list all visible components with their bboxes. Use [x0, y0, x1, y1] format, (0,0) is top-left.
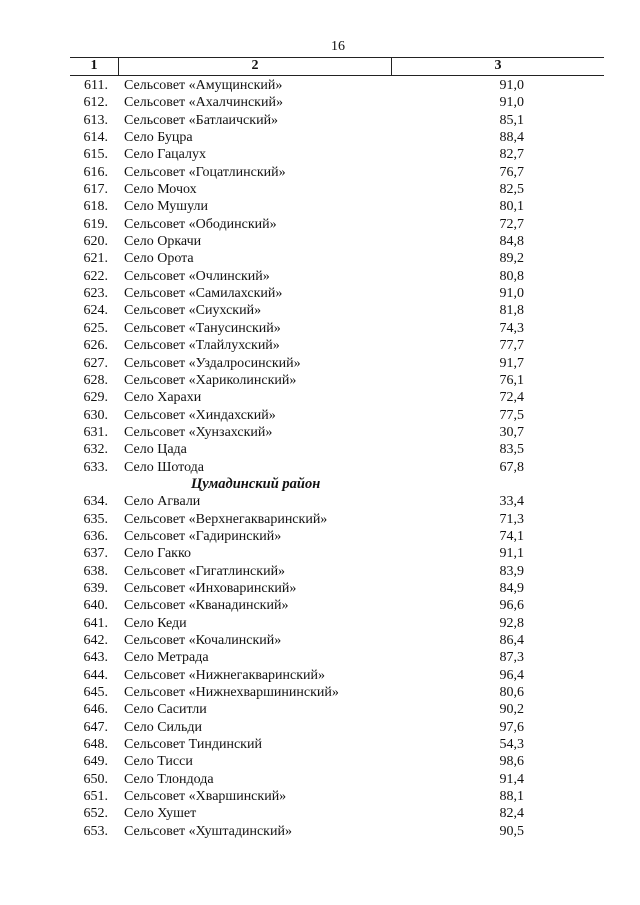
- table-row: [70, 823, 604, 840]
- column-header-3: 3: [494, 58, 502, 73]
- row-value: 85,1: [499, 112, 524, 128]
- section-title: Цумадинский район: [191, 475, 321, 492]
- column-header-2: 2: [119, 58, 392, 75]
- row-value: 74,3: [499, 320, 524, 336]
- table-row: [70, 94, 604, 111]
- row-number: 634.: [83, 494, 108, 510]
- row-number: 633.: [83, 459, 108, 475]
- table-row: [70, 597, 604, 614]
- row-name: Село Метрада: [124, 650, 209, 666]
- row-value: 86,4: [499, 633, 524, 648]
- row-value: 87,3: [499, 650, 524, 666]
- table-row: [70, 424, 604, 441]
- row-name: Сельсовет «Уздалросинский»: [124, 355, 301, 371]
- row-number: 626.: [83, 338, 108, 354]
- row-value: 82,7: [499, 147, 524, 163]
- table-row: [70, 459, 604, 476]
- row-number: 625.: [83, 320, 108, 336]
- row-number: 627.: [83, 355, 108, 371]
- row-name: Сельсовет «Гадиринский»: [124, 528, 282, 544]
- row-value: 33,4: [499, 494, 524, 510]
- table-row: [70, 216, 604, 233]
- row-name: Село Мушули: [124, 199, 208, 215]
- row-name: Сельсовет «Гигатлинский»: [124, 563, 286, 579]
- row-name: Сельсовет «Кванадинский»: [124, 598, 289, 614]
- table-row: [70, 337, 604, 354]
- row-number: 638.: [83, 563, 108, 579]
- table-row: [70, 285, 604, 302]
- table-row: [70, 372, 604, 389]
- row-number: 614.: [83, 130, 108, 146]
- table-row: [70, 112, 604, 129]
- row-name: Село Оркачи: [124, 234, 202, 250]
- row-value: 74,1: [499, 528, 524, 544]
- row-name: Сельсовет «Амущинский»: [124, 78, 283, 93]
- row-name: Сельсовет «Нижнехваршининский»: [124, 685, 339, 701]
- row-number: 635.: [83, 511, 108, 527]
- table-row: [70, 77, 604, 94]
- row-value: 96,4: [499, 667, 524, 683]
- table-row: [70, 805, 604, 822]
- table-row: [70, 632, 604, 649]
- row-name: Село Сильди: [124, 719, 203, 735]
- row-value: 77,7: [499, 338, 524, 354]
- table-row: [70, 667, 604, 684]
- row-number: 628.: [83, 372, 108, 388]
- row-value: 81,8: [499, 303, 524, 319]
- table-row: [70, 788, 604, 805]
- row-value: 91,4: [499, 771, 524, 787]
- row-number: 616.: [83, 164, 108, 180]
- row-value: 54,3: [499, 737, 524, 753]
- row-value: 72,4: [499, 390, 524, 406]
- row-name: Село Мочох: [124, 182, 197, 198]
- row-name: Сельсовет «Хиндахский»: [124, 407, 276, 423]
- table-row: [70, 389, 604, 406]
- row-number: 639.: [83, 580, 108, 596]
- row-number: 641.: [83, 615, 108, 631]
- row-value: 80,8: [499, 268, 524, 284]
- row-value: 84,8: [499, 234, 524, 250]
- row-name: Село Саситли: [124, 702, 207, 718]
- row-name: Сельсовет «Тлайлухский»: [124, 338, 280, 354]
- row-name: Сельсовет «Гоцатлинский»: [124, 164, 286, 180]
- table-row: [70, 511, 604, 528]
- row-value: 80,6: [499, 685, 524, 701]
- table-row: [70, 580, 604, 597]
- row-name: Сельсовет «Хуштадинский»: [124, 823, 292, 839]
- table-body-top: [70, 77, 604, 476]
- table-header: [70, 57, 604, 76]
- row-number: 632.: [83, 442, 108, 458]
- table-row: [70, 302, 604, 319]
- row-name: Село Шотода: [124, 459, 205, 475]
- row-number: 621.: [83, 251, 108, 267]
- row-number: 649.: [83, 754, 108, 770]
- row-number: 646.: [83, 702, 108, 718]
- row-name: Село Цада: [124, 442, 187, 458]
- table-row: [70, 198, 604, 215]
- row-number: 629.: [83, 390, 108, 406]
- row-number: 652.: [83, 806, 108, 822]
- row-number: 623.: [83, 286, 108, 302]
- row-number: 645.: [83, 685, 108, 701]
- table-row: [70, 684, 604, 701]
- row-name: Сельсовет «Хунзахский»: [124, 424, 273, 440]
- row-number: 648.: [83, 737, 108, 753]
- row-value: 97,6: [499, 719, 524, 735]
- row-name: Сельсовет «Сиухский»: [124, 303, 262, 319]
- row-number: 624.: [83, 303, 108, 319]
- row-value: 91,0: [499, 95, 524, 111]
- table-row: [70, 233, 604, 250]
- row-value: 90,2: [499, 702, 524, 718]
- row-name: Село Буцра: [124, 130, 193, 146]
- row-number: 631.: [83, 424, 108, 440]
- row-name: Село Кеди: [124, 615, 187, 631]
- table-row: [70, 268, 604, 285]
- column-header-1: 1: [70, 58, 119, 75]
- row-value: 80,1: [499, 199, 524, 215]
- table-row: [70, 545, 604, 562]
- table-row: [70, 355, 604, 372]
- row-name: Сельсовет «Хариколинский»: [124, 372, 297, 388]
- row-name: Село Хушет: [124, 806, 197, 822]
- row-number: 636.: [83, 528, 108, 544]
- table-row: [70, 493, 604, 510]
- row-name: Сельсовет «Хваршинский»: [124, 789, 287, 805]
- row-name: Сельсовет «Самилахский»: [124, 286, 283, 302]
- row-name: Сельсовет «Ободинский»: [124, 216, 277, 232]
- row-value: 72,7: [499, 216, 524, 232]
- row-name: Село Тисси: [124, 754, 193, 770]
- row-name: Село Гацалух: [124, 147, 206, 163]
- row-name: Сельсовет Тиндинский: [124, 737, 262, 753]
- table-row: [70, 528, 604, 545]
- row-value: 76,7: [499, 164, 524, 180]
- row-value: 98,6: [499, 754, 524, 770]
- row-name: Сельсовет «Верхнегакваринский»: [124, 511, 328, 527]
- table-row: [70, 164, 604, 181]
- table-row: [70, 719, 604, 736]
- row-number: 611.: [84, 78, 108, 93]
- row-number: 617.: [83, 182, 108, 198]
- table-row: [70, 129, 604, 146]
- row-name: Сельсовет «Кочалинский»: [124, 633, 282, 648]
- table-row: [70, 736, 604, 753]
- page-number: 16: [331, 39, 345, 54]
- row-value: 83,5: [499, 442, 524, 458]
- row-name: Село Орота: [124, 251, 194, 267]
- table-row: [70, 615, 604, 632]
- row-number: 642.: [83, 633, 108, 648]
- table-row: [70, 649, 604, 666]
- row-value: 91,7: [499, 355, 524, 371]
- table-row: [70, 441, 604, 458]
- row-name: Сельсовет «Ахалчинский»: [124, 95, 283, 111]
- table-row: [70, 181, 604, 198]
- table-row: [70, 407, 604, 424]
- row-number: 615.: [83, 147, 108, 163]
- row-name: Село Тлондода: [124, 771, 214, 787]
- row-value: 88,4: [499, 130, 524, 146]
- row-number: 651.: [83, 789, 108, 805]
- row-number: 637.: [83, 546, 108, 562]
- row-value: 91,0: [499, 286, 524, 302]
- row-value: 91,1: [499, 546, 524, 562]
- row-number: 650.: [83, 771, 108, 787]
- row-value: 83,9: [499, 563, 524, 579]
- data-table: [70, 57, 604, 840]
- row-name: Село Харахи: [124, 390, 202, 406]
- row-value: 82,5: [499, 182, 524, 198]
- row-value: 30,7: [499, 424, 524, 440]
- row-number: 643.: [83, 650, 108, 666]
- row-value: 84,9: [499, 580, 524, 596]
- row-number: 613.: [83, 112, 108, 128]
- row-value: 88,1: [499, 789, 524, 805]
- row-name: Сельсовет «Батлаичский»: [124, 112, 279, 128]
- table-row: [70, 753, 604, 770]
- row-value: 76,1: [499, 372, 524, 388]
- row-number: 640.: [83, 598, 108, 614]
- row-number: 619.: [83, 216, 108, 232]
- row-value: 90,5: [499, 823, 524, 839]
- row-name: Село Агвали: [124, 494, 201, 510]
- row-number: 620.: [83, 234, 108, 250]
- row-name: Сельсовет «Нижнегакваринский»: [124, 667, 326, 683]
- row-number: 644.: [83, 667, 108, 683]
- row-value: 96,6: [499, 598, 524, 614]
- row-number: 622.: [83, 268, 108, 284]
- row-name: Сельсовет «Инховаринский»: [124, 580, 297, 596]
- row-value: 91,0: [499, 78, 524, 93]
- table-row: [70, 701, 604, 718]
- row-value: 77,5: [499, 407, 524, 423]
- row-value: 89,2: [499, 251, 524, 267]
- row-number: 653.: [83, 823, 108, 839]
- row-number: 647.: [83, 719, 108, 735]
- table-row: [70, 250, 604, 267]
- row-value: 82,4: [499, 806, 524, 822]
- row-value: 67,8: [499, 459, 524, 475]
- row-number: 618.: [83, 199, 108, 215]
- row-name: Сельсовет «Очлинский»: [124, 268, 270, 284]
- table-row: [70, 563, 604, 580]
- row-name: Село Гакко: [124, 546, 192, 562]
- row-value: 71,3: [499, 511, 524, 527]
- row-number: 612.: [83, 95, 108, 111]
- table-row: [70, 146, 604, 163]
- table-row: [70, 771, 604, 788]
- row-number: 630.: [83, 407, 108, 423]
- row-value: 92,8: [499, 615, 524, 631]
- table-row: [70, 320, 604, 337]
- table-body-bottom: [70, 493, 604, 840]
- row-name: Сельсовет «Танусинский»: [124, 320, 281, 336]
